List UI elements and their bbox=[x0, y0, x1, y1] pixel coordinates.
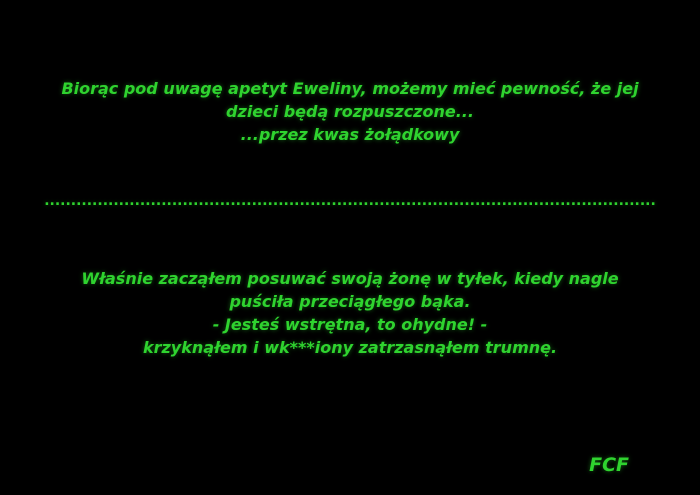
watermark-fcf: FCF bbox=[589, 454, 629, 476]
joke-bottom-block bbox=[0, 267, 700, 359]
joke-bottom-line-3: - Jesteś wstrętna, to ohydne! - bbox=[212, 315, 488, 334]
dotted-separator: ................................................................................................................... bbox=[44, 193, 656, 209]
joke-bottom-line-1: Właśnie zacząłem posuwać swoją żonę w tyłek, kiedy nagle bbox=[81, 269, 619, 288]
joke-bottom-line-4: krzyknąłem i wk***iony zatrzasnąłem trumnę. bbox=[142, 338, 558, 357]
joke-top-line-3: ...przez kwas żołądkowy bbox=[240, 125, 460, 144]
joke-top-line-1: Biorąc pod uwagę apetyt Eweliny, możemy mieć pewność, że jej bbox=[61, 79, 639, 98]
joke-top-block bbox=[0, 77, 700, 146]
joke-top-line-2: dzieci będą rozpuszczone... bbox=[226, 102, 474, 121]
joke-bottom-line-2: puściła przeciągłego bąka. bbox=[229, 292, 471, 311]
